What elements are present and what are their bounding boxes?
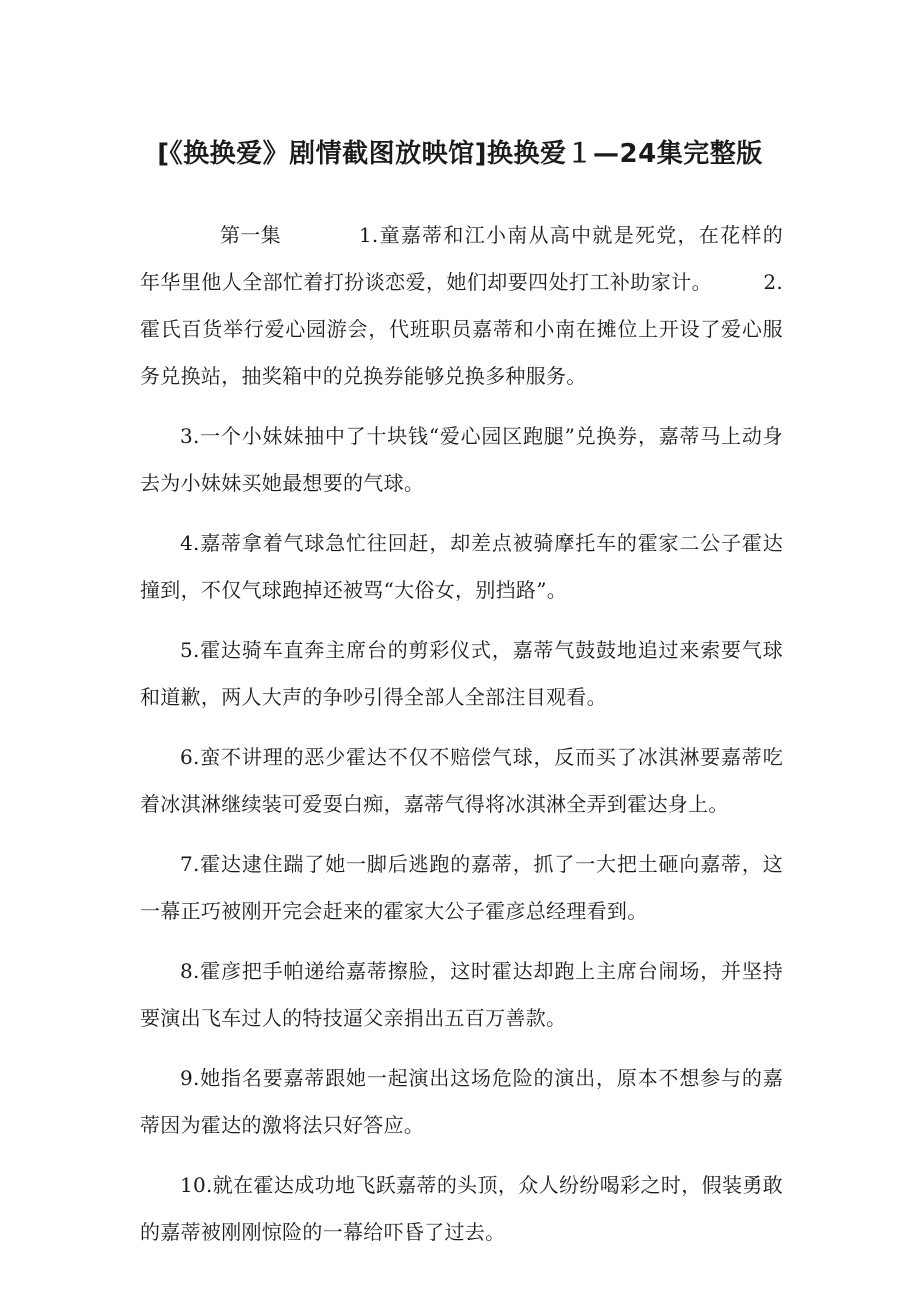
paragraph-7: 7.霍达逮住踹了她一脚后逃跑的嘉蒂，抓了一大把土砸向嘉蒂，这一幕正巧被刚开完会赶来的霍家大公子霍彦总经理看到。 bbox=[140, 852, 783, 923]
paragraph-4: 4.嘉蒂拿着气球急忙往回赶，却差点被骑摩托车的霍家二公子霍达撞到，不仅气球跑掉还被骂“大俗女，别挡路”。 bbox=[140, 531, 783, 602]
paragraph-1 bbox=[140, 212, 783, 400]
document-title: [《换换爱》剧情截图放映馆]换换爱１—24集完整版 bbox=[157, 139, 763, 170]
paragraph-5: 5.霍达骑车直奔主席台的剪彩仪式，嘉蒂气鼓鼓地追过来索要气球和道歉，两人大声的争吵引得全部人全部注目观看。 bbox=[140, 638, 783, 709]
paragraph-6: 6.蛮不讲理的恶少霍达不仅不赔偿气球，反而买了冰淇淋要嘉蒂吃着冰淇淋继续装可爱耍白痴，嘉蒂气得将冰淇淋全弄到霍达身上。 bbox=[140, 745, 783, 816]
document-body bbox=[140, 212, 783, 1269]
episode-label: 第一集 bbox=[220, 223, 281, 247]
paragraph-1-text: 1.童嘉蒂和江小南从高中就是死党，在花样的年华里他人全部忙着打扮谈恋爱，她们却要四处打工补助家计。 2.霍氏百货举行爱心园游会，代班职员嘉蒂和小南在摊位上开设了爱心服务兑换站，抽奖箱中的兑换券能够兑换多种服务。 bbox=[140, 223, 783, 388]
paragraph-9: 9.她指名要嘉蒂跟她一起演出这场危险的演出，原本不想参与的嘉蒂因为霍达的激将法只好答应。 bbox=[140, 1066, 783, 1137]
paragraph-10: 10.就在霍达成功地飞跃嘉蒂的头顶，众人纷纷喝彩之时，假装勇敢的嘉蒂被刚刚惊险的一幕给吓昏了过去。 bbox=[140, 1173, 783, 1244]
paragraph-8: 8.霍彦把手帕递给嘉蒂擦脸，这时霍达却跑上主席台闹场，并坚持要演出飞车过人的特技逼父亲捐出五百万善款。 bbox=[140, 959, 783, 1030]
paragraph-3: 3.一个小妹妹抽中了十块钱“爱心园区跑腿”兑换券，嘉蒂马上动身去为小妹妹买她最想要的气球。 bbox=[140, 424, 783, 495]
